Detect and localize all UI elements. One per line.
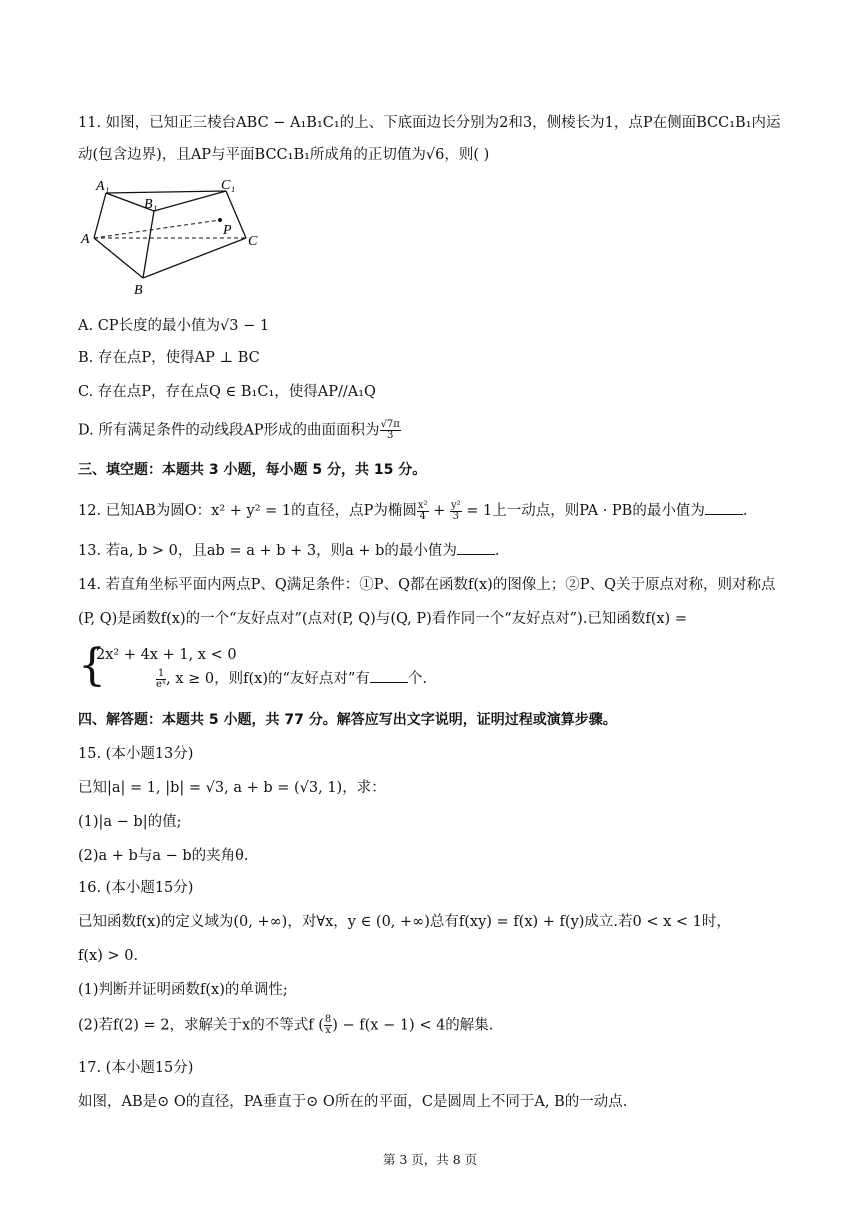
q11-line1: 11. 如图，已知正三棱台ABC − A₁B₁C₁的上、下底面边长分别为2和3，侧棱长为1，点P在侧面BCC₁B₁内运 — [78, 115, 781, 131]
page-footer: 第 3 页，共 8 页 — [382, 1152, 478, 1167]
q14-case2: $\frac{1}{\text{eˣ}}$ , x ≥ 0，则f(x)的“友好点对”有 个. — [156, 667, 427, 690]
q12-answer-blank — [705, 500, 743, 515]
q17-heading: 17. (本小题15分) — [78, 1060, 194, 1076]
piecewise-brace: { — [78, 640, 106, 691]
q12-line: 12. 已知AB为圆O：x² + y² = 1的直径，点P为椭圆 $\frac{\text{x²}}{4}$ + $\frac{\text{y²}}{3}$ = 1上一动点，则PA · PB的最小值为 . — [78, 499, 748, 522]
q14-line2: (P, Q)是函数f(x)的一个“友好点对”(点对(P, Q)与(Q, P)看作同一个“友好点对”).已知函数f(x) = — [78, 611, 687, 627]
q14-line1: 14. 若直角坐标平面内两点P、Q满足条件：①P、Q都在函数f(x)的图像上；②P、Q关于原点对称，则对称点 — [78, 577, 776, 593]
q14-answer-blank — [370, 668, 408, 683]
q16-heading: 16. (本小题15分) — [78, 880, 194, 896]
q11-line2: 动(包含边界)，且AP与平面BCC₁B₁所成角的正切值为√6，则( ) — [78, 147, 490, 163]
q15-heading: 15. (本小题13分) — [78, 746, 194, 762]
edge-a1a — [94, 193, 106, 238]
label-c: C — [248, 234, 258, 249]
q16-line1: 已知函数f(x)的定义域为(0, +∞)，对∀x，y ∈ (0, +∞)总有f(xy) = f(x) + f(y)成立.若0 < x < 1时， — [78, 914, 731, 930]
edge-b1c1 — [154, 191, 226, 211]
q13-line: 13. 若a, b > 0，且ab = a + b + 3，则a + b的最小值为 . — [78, 540, 790, 561]
q13-answer-blank — [457, 540, 495, 555]
q17-body: 如图，AB是⊙ O的直径，PA垂直于⊙ O所在的平面，C是圆周上不同于A, B的一动点. — [78, 1094, 628, 1110]
section4-heading: 四、解答题：本题共 5 小题，共 77 分。解答应写出文字说明，证明过程或演算步骤。 — [78, 712, 617, 728]
edge-b1b — [143, 211, 154, 278]
q15-part1: (1)|a − b|的值; — [78, 814, 182, 830]
q11-option-d-fraction: $\frac{√7\pi}{3}$ — [380, 419, 400, 441]
edge-ab — [94, 238, 143, 278]
point-p — [218, 218, 222, 222]
q11-option-a: A. CP长度的最小值为√3 − 1 — [78, 318, 270, 334]
q16-part1: (1)判断并证明函数f(x)的单调性; — [78, 982, 288, 998]
q11-option-d — [78, 420, 790, 441]
label-p: P — [223, 223, 232, 238]
q14-case2-fraction: $\frac{1}{\text{eˣ}}$ — [156, 667, 167, 690]
q11-option-c: C. 存在点P，存在点Q ∈ B₁C₁，使得AP//A₁Q — [78, 384, 376, 400]
label-b: B — [134, 283, 143, 298]
q12-fraction-y: $\frac{\text{y²}}{3}$ — [450, 499, 461, 522]
q16-part2: (2)若f(2) = 2，求解关于x的不等式f ( $\frac{8}{x}$ ) − f(x − 1) < 4的解集. — [78, 1014, 494, 1036]
q14-case1: 2x² + 4x + 1, x < 0 — [96, 647, 237, 663]
section3-heading: 三、填空题：本题共 3 小题，每小题 5 分，共 15 分。 — [78, 462, 427, 478]
edge-a1c1 — [106, 191, 226, 193]
label-c1: C₁ — [221, 178, 236, 193]
label-a: A — [81, 232, 90, 247]
frustum-figure — [78, 176, 278, 302]
edge-bc — [143, 238, 246, 278]
q11-option-b: B. 存在点P，使得AP ⊥ BC — [78, 350, 260, 366]
q16-fraction: $\frac{8}{x}$ — [324, 1014, 332, 1036]
label-a1: A₁ — [96, 179, 110, 194]
label-b1: B₁ — [144, 197, 158, 212]
q11-option-d-text: D. 所有满足条件的动线段AP形成的曲面面积为 — [78, 422, 380, 439]
segment-ap-dashed — [94, 220, 220, 238]
q16-line2: f(x) > 0. — [78, 948, 139, 964]
q15-part2: (2)a + b与a − b的夹角θ. — [78, 848, 249, 864]
q12-fraction-x: $\frac{\text{x²}}{4}$ — [417, 499, 428, 522]
q15-body: 已知|a| = 1, |b| = √3, a + b = (√3, 1)，求： — [78, 780, 386, 796]
